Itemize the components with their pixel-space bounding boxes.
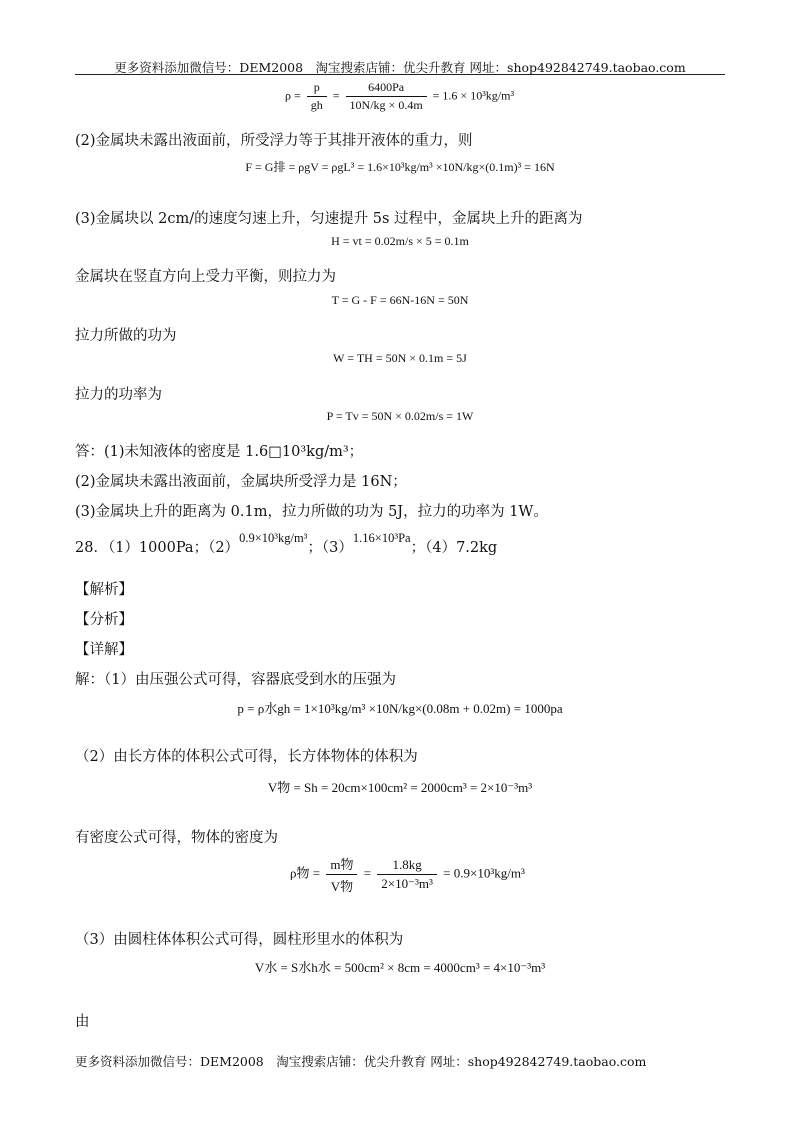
formula-density-result: = 1.6 × 10³kg/m³ <box>432 88 515 103</box>
formula-density-lhs: ρ = <box>285 88 301 103</box>
answer-line-2: (2)金属块未露出液面前，金属块所受浮力是 16N； <box>75 474 407 490</box>
solution-step-1: 解：（1）由压强公式可得，容器底受到水的压强为 <box>75 672 396 688</box>
tag-fenxi: 【分析】 <box>75 612 133 628</box>
formula-work: W = TH = 50N × 0.1m = 5J <box>333 351 467 365</box>
answer-line-3: (3)金属块上升的距离为 0.1m，拉力所做的功为 5J，拉力的功率为 1W。 <box>75 504 548 520</box>
frac1-denominator: gh <box>310 98 323 112</box>
solution-step-2: （2）由长方体的体积公式可得，长方体物体的体积为 <box>75 749 418 765</box>
paragraph-tension: 金属块在竖直方向上受力平衡，则拉力为 <box>75 269 336 285</box>
q28-answer-pressure: 1.16×10³Pa <box>352 531 411 545</box>
formula-density-frac2 <box>346 80 427 113</box>
q28-answer <box>75 531 498 557</box>
formula-power: P = Tv = 50N × 0.02m/s = 1W <box>326 409 474 423</box>
formula-density-frac1 <box>307 80 327 113</box>
object-density-den1: V物 <box>330 879 354 894</box>
page-footer: 更多资料添加微信号：DEM2008 淘宝搜索店铺：优尖升教育 网址：shop492842749.taobao.com <box>75 1054 647 1069</box>
paragraph-distance: (3)金属块以 2cm/的速度匀速上升，匀速提升 5s 过程中，金属块上升的距离为 <box>75 211 583 227</box>
object-density-den2: 2×10⁻³m³ <box>381 876 433 891</box>
page-header: 更多资料添加微信号：DEM2008 淘宝搜索店铺：优尖升教育 网址：shop492842749.taobao.com <box>114 60 686 75</box>
frac1-numerator: p <box>307 80 327 97</box>
formula-buoyancy: F = G排 = ρgV = ρgL³ = 1.6×10³kg/m³ ×10N/kg×(0.1m)³ = 16N <box>245 160 555 174</box>
solution-step-5: 由 <box>75 1014 90 1030</box>
formula-volume: V物 = Sh = 20cm×100cm² = 2000cm³ = 2×10⁻³m³ <box>267 780 533 795</box>
frac2-numerator: 6400Pa <box>346 80 427 97</box>
object-density-frac1 <box>326 854 357 895</box>
object-density-eq: = <box>363 865 372 881</box>
formula-water-volume: V水 = S水h水 = 500cm² × 8cm = 4000cm³ = 4×10⁻³m³ <box>254 960 546 975</box>
paragraph-buoyancy: (2)金属块未露出液面前，所受浮力等于其排开液体的重力，则 <box>75 133 473 149</box>
solution-step-3: 有密度公式可得，物体的密度为 <box>75 830 278 846</box>
paragraph-power: 拉力的功率为 <box>75 387 162 403</box>
tag-jiexi: 【解析】 <box>75 582 133 598</box>
object-density-result: = 0.9×10³kg/m³ <box>443 865 525 881</box>
q28-answer-density: 0.9×10³kg/m³ <box>239 531 308 545</box>
answer-line-1: 答：(1)未知液体的密度是 1.6□10³kg/m³； <box>75 444 364 460</box>
formula-distance: H = vt = 0.02m/s × 5 = 0.1m <box>331 234 469 248</box>
q28-answer-part5: ；（4）7.2kg <box>410 540 498 556</box>
formula-tension: T = G - F = 66N-16N = 50N <box>331 293 469 307</box>
formula-water-pressure: p = ρ水gh = 1×10³kg/m³ ×10N/kg×(0.08m + 0.02m) = 1000pa <box>237 701 563 716</box>
object-density-num2: 1.8kg <box>377 857 437 875</box>
tag-xiangjie: 【详解】 <box>75 642 133 658</box>
header-rule <box>75 74 725 75</box>
solution-step-4: （3）由圆柱体体积公式可得，圆柱形里水的体积为 <box>75 932 404 948</box>
q28-answer-part1: 28．（1）1000Pa；（2） <box>75 540 240 556</box>
object-density-frac2 <box>377 857 437 892</box>
formula-density <box>285 80 514 113</box>
object-density-lhs: ρ物 = <box>290 865 321 881</box>
formula-density-eq: = <box>332 88 340 103</box>
q28-answer-part3: ；（3） <box>307 540 353 556</box>
frac2-denominator: 10N/kg × 0.4m <box>349 98 423 112</box>
object-density-num1: m物 <box>326 854 357 875</box>
formula-object-density <box>290 854 525 895</box>
paragraph-work: 拉力所做的功为 <box>75 328 177 344</box>
